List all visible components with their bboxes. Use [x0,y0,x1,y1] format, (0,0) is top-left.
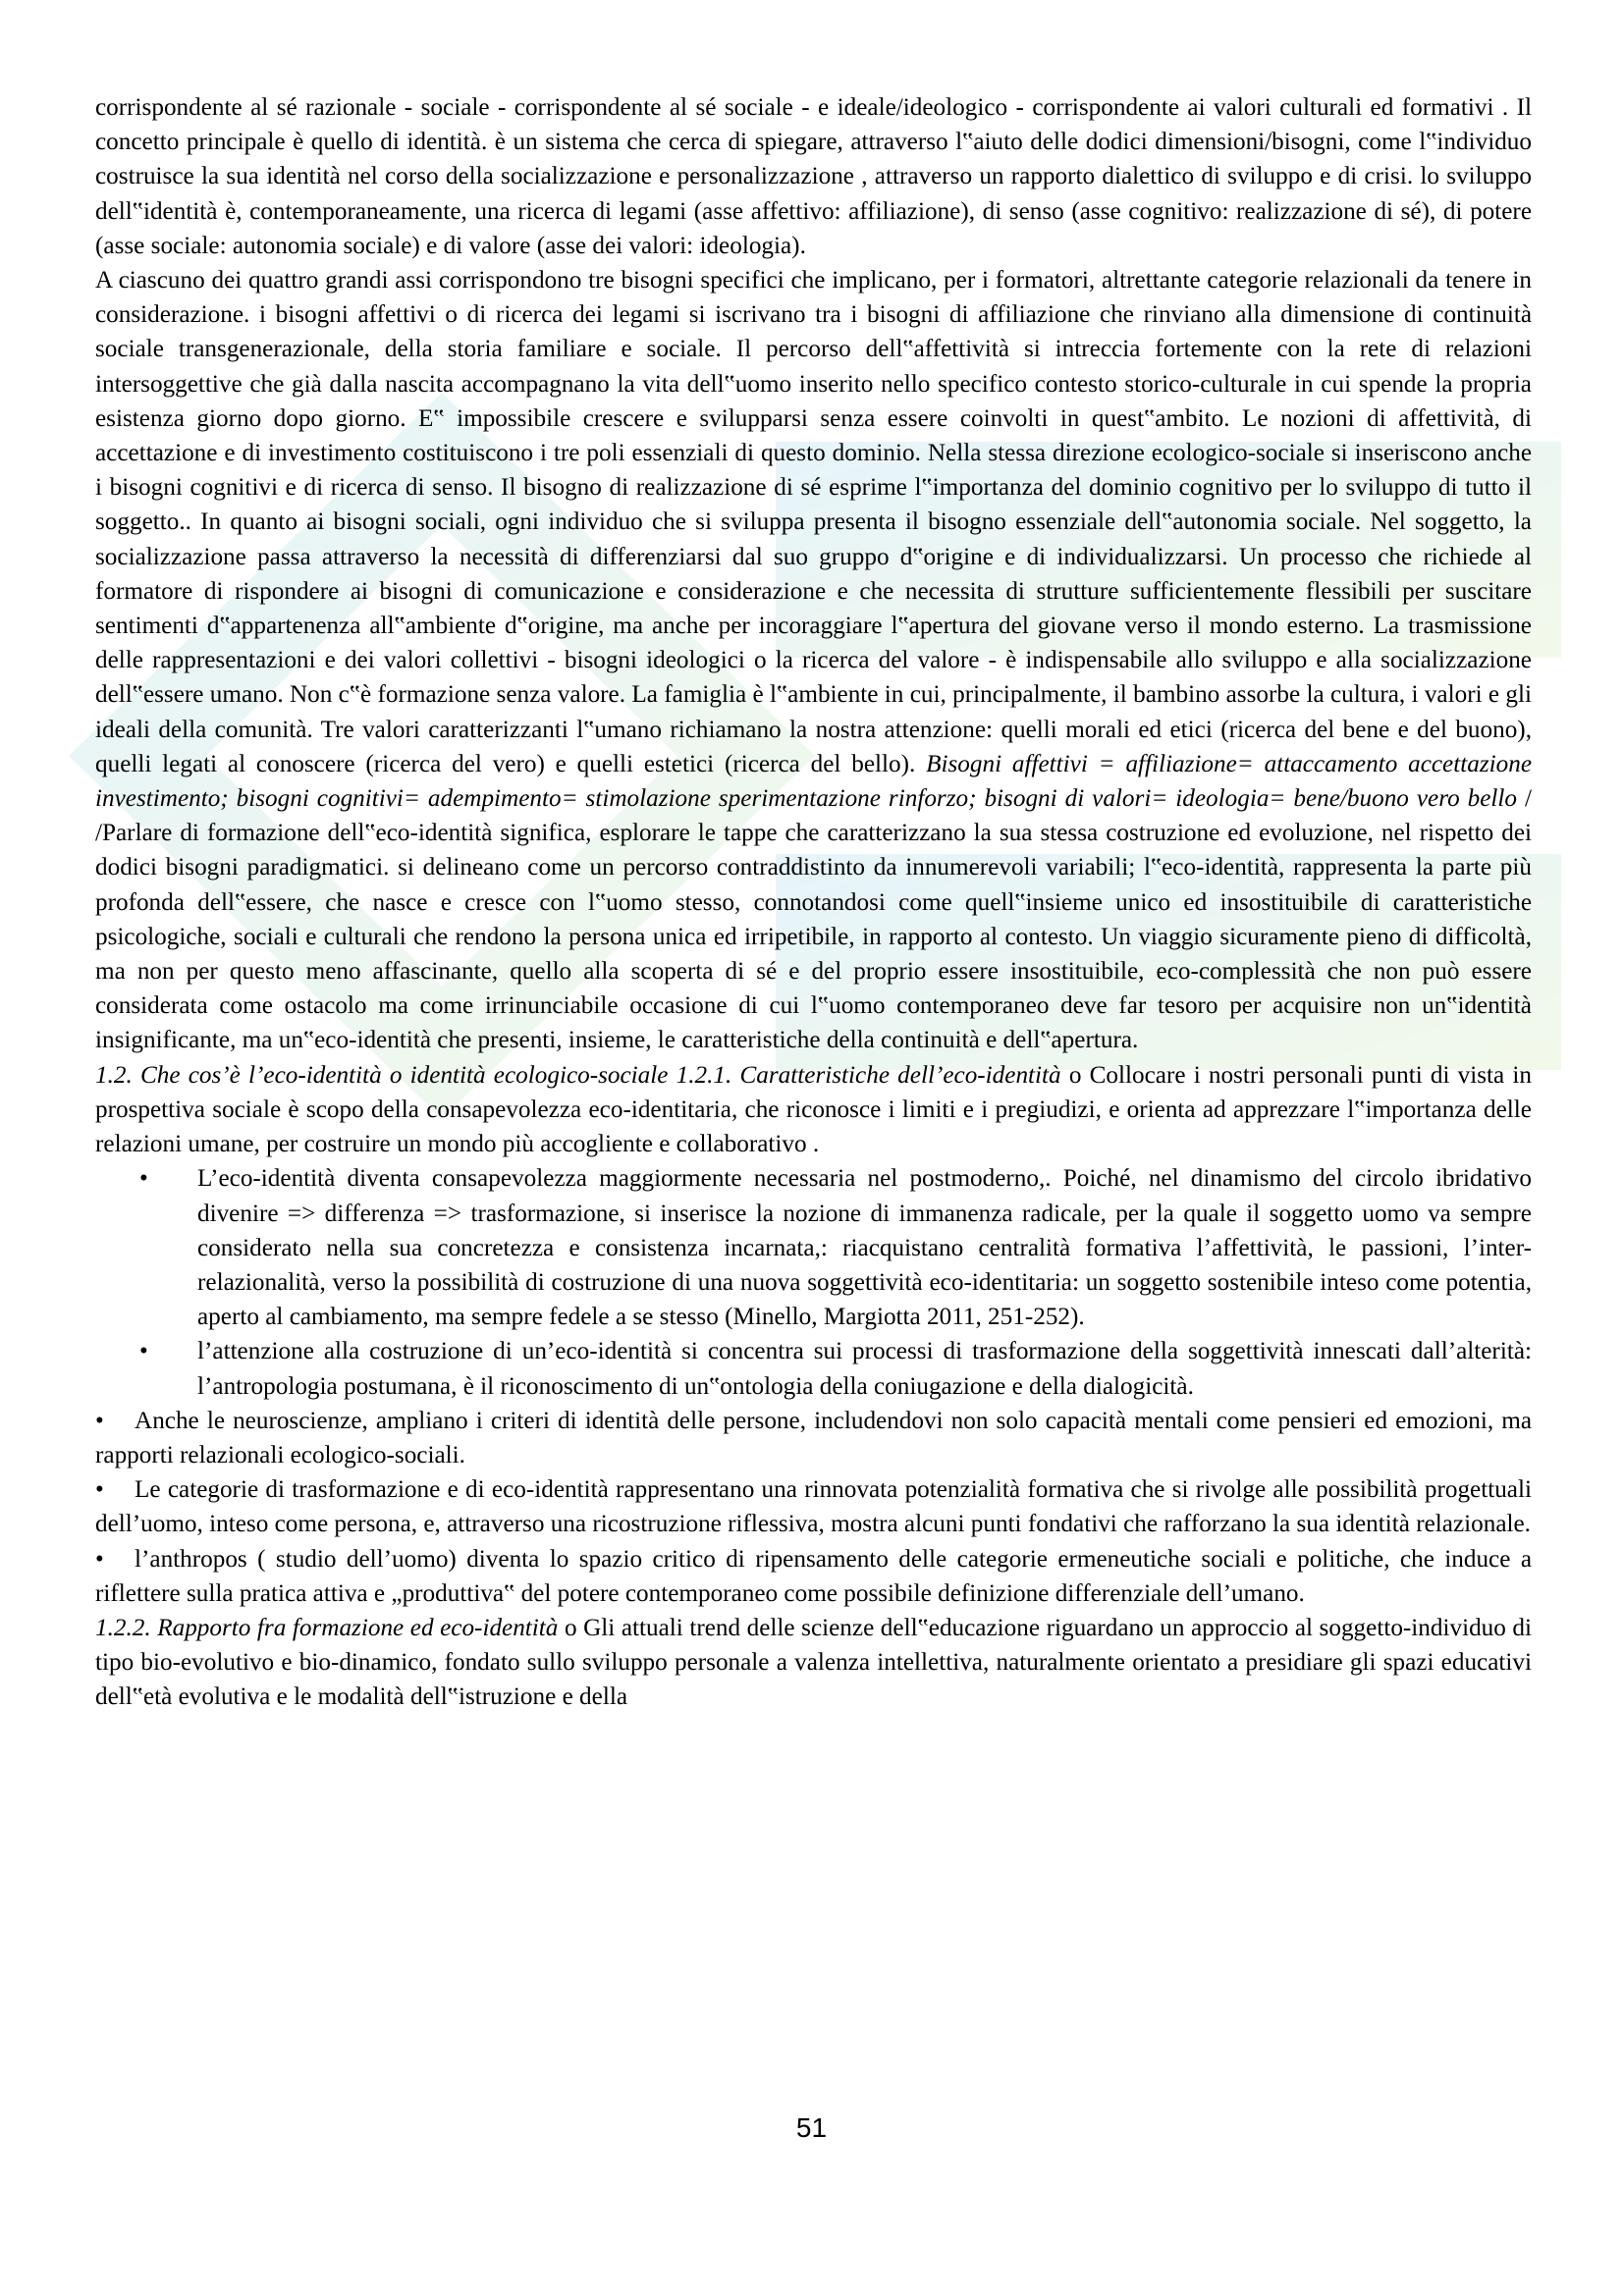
paragraph-assi-text: A ciascuno dei quattro grandi assi corrispondono tre bisogni specifici che implicano, per i formatori, altrettante categorie relazionali da tenere in considerazione. i bisogni affettivi o di ricerca dei legami si iscrivano tra i bisogni di affiliazione che rinviano alla dimensione di continuità sociale transgenerazionale, della storia familiare e sociale. Il percorso dell‟affettività si intreccia fortemente con la rete di relazioni intersoggettive che già dalla nascita accompagnano la vita dell‟uomo inserito nello specifico contesto storico-culturale in cui spende la propria esistenza giorno dopo giorno. E‟ impossibile crescere e svilupparsi senza essere coinvolti in quest‟ambito. Le nozioni di affettività, di accettazione e di investimento costituiscono i tre poli essenziali di questo dominio. Nella stessa direzione ecologico-sociale si inseriscono anche i bisogni cognitivi e di ricerca di senso. Il bisogno di realizzazione di sé esprime l‟importanza del dominio cognitivo per lo sviluppo di tutto il soggetto.. In quanto ai bisogni sociali, ogni individuo che si sviluppa presenta il bisogno essenziale dell‟autonomia sociale. Nel soggetto, la socializzazione passa attraverso la necessità di differenziarsi dal suo gruppo d‟origine e di individualizzarsi. Un processo che richiede al formatore di rispondere ai bisogni di comunicazione e considerazione e che necessita di strutture sufficientemente flessibili per suscitare sentimenti d‟appartenenza all‟ambiente d‟origine, ma anche per incoraggiare l‟apertura del giovane verso il mondo esterno. La trasmissione delle rappresentazioni e dei valori collettivi - bisogni ideologici o la ricerca del valore - è indispensabile allo sviluppo e alla socializzazione dell‟essere umano. Non c‟è formazione senza valore. La famiglia è l‟ambiente in cui, principalmente, il bambino assorbe la cultura, i valori e gli ideali della comunità. Tre valori caratterizzanti l‟umano richiamano la nostra attenzione: quelli morali ed etici (ricerca del bene e del buono), quelli legati al conoscere (ricerca del vero) e quelli estetici (ricerca del bello). [95,267,1532,777]
bullet-icon [95,1404,135,1438]
paragraph-section-1-2-2 [95,1611,1532,1715]
bullet-icon [95,1542,135,1576]
list-item: • l’attenzione alla costruzione di un’eco-identità si concentra sui processi di trasformazione della soggettività innescati dall’alterità: l’antropologia postumana, è il riconoscimento di un‟ontologia della coniugazione e della dialogicità. [139,1334,1532,1403]
bullet-icon [95,1472,135,1507]
page-number: 51 [795,2112,828,2143]
list-item-text: Le categorie di trasformazione e di eco-identità rappresentano una rinnovata potenzialità formativa che si rivolge alle possibilità progettuali dell’uomo, inteso come persona, e, attraverso una ricostruzione riflessiva, mostra alcuni punti fondativi che rafforzano la sua identità relazionale. [95,1476,1532,1538]
bisogni-summary: Bisogni affettivi = affiliazione= attaccamento accettazione investimento; bisogni cognitivi= adempimento= stimolazione sperimentazione rinforzo; bisogni di valori= ideologia= bene/buono vero bello [95,750,1532,813]
document-body [95,90,1532,1715]
bullet-list [95,1161,1532,1403]
paragraph-section-1-2 [95,1058,1532,1162]
list-item: • L’eco-identità diventa consapevolezza maggiormente necessaria nel postmoderno,. Poiché, nel dinamismo del circolo ibridativo divenire => differenza => trasformazione, si inserisce la nozione di immanenza radicale, per la quale il soggetto uomo va sempre considerato nella sua concretezza e consistenza incarnata,: riacquistano centralità formativa l’affettività, le passioni, l’inter-relazionalità, verso la possibilità di costruzione di una nuova soggettività eco-identitaria: un soggetto sostenibile inteso come potentia, aperto al cambiamento, ma sempre fedele a se stesso (Minello, Margiotta 2011, 251-252). [139,1161,1532,1334]
section-1-2-text: o Collocare i nostri personali punti di vista in prospettiva sociale è scopo della consapevolezza eco-identitaria, che riconosce i limiti e i pregiudizi, e orienta ad apprezzare l‟importanza delle relazioni umane, per costruire un mondo più accogliente e collaborativo . [95,1061,1533,1158]
list-item-flat [95,1472,1532,1541]
list-item-text: Anche le neuroscienze, ampliano i criteri di identità delle persone, includendovi non solo capacità mentali come pensieri ed emozioni, ma rapporti relazionali ecologico-sociali. [95,1407,1532,1468]
section-heading-1-2: 1.2. Che cos’è l’eco-identità o identità ecologico-sociale 1.2.1. Caratteristiche dell’eco-identità [95,1061,1061,1089]
list-item-flat [95,1542,1532,1611]
section-heading-1-2-2: 1.2.2. Rapporto fra formazione ed eco-identità [95,1614,559,1641]
paragraph-intro: corrispondente al sé razionale - sociale - corrispondente al sé sociale - e ideale/ideologico - corrispondente ai valori culturali ed formativi . Il concetto principale è quello di identità. è un sistema che cerca di spiegare, attraverso l‟aiuto delle dodici dimensioni/bisogni, come l‟individuo costruisce la sua identità nel corso della socializzazione e personalizzazione , attraverso un rapporto dialettico di sviluppo e di crisi. lo sviluppo dell‟identità è, contemporaneamente, una ricerca di legami (asse affettivo: affiliazione), di senso (asse cognitivo: realizzazione di sé), di potere (asse sociale: autonomia sociale) e di valore (asse dei valori: ideologia). [95,94,1532,259]
paragraph-assi-continued: / /Parlare di formazione dell‟eco-identità significa, esplorare le tappe che caratterizzano la sua stessa costruzione ed evoluzione, nel rispetto dei dodici bisogni paradigmatici. si delineano come un percorso contraddistinto da innumerevoli variabili; l‟eco-identità, rappresenta la parte più profonda dell‟essere, che nasce e cresce con l‟uomo stesso, connotandosi come quell‟insieme unico ed insostituibile di caratteristiche psicologiche, sociali e culturali che rendono la persona unica ed irripetibile, in rapporto al contesto. Un viaggio sicuramente pieno di difficoltà, ma non per questo meno affascinante, quello alla scoperta di sé e del proprio essere insostituibile, eco-complessità che non può essere considerata come ostacolo ma come irrinunciabile occasione di cui l‟uomo contemporaneo deve far tesoro per acquisire non un‟identità insignificante, ma un‟eco-identità che presenti, insieme, le caratteristiche della continuità e dell‟apertura. [95,785,1532,1054]
paragraph-assi [95,263,1532,1058]
list-item-text: l’anthropos ( studio dell’uomo) diventa lo spazio critico di ripensamento delle categorie ermeneutiche sociali e politiche, che induce a riflettere sulla pratica attiva e „produttiva‟ del potere contemporaneo come possibile definizione differenziale dell’umano. [95,1545,1532,1607]
list-item-flat [95,1404,1532,1472]
section-1-2-2-text: o Gli attuali trend delle scienze dell‟educazione riguardano un approccio al soggetto-individuo di tipo bio-evolutivo e bio-dinamico, fondato sullo sviluppo personale a valenza intellettiva, naturalmente orientato a presidiare gli spazi educativi dell‟età evolutiva e le modalità dell‟istruzione e della [95,1614,1533,1711]
